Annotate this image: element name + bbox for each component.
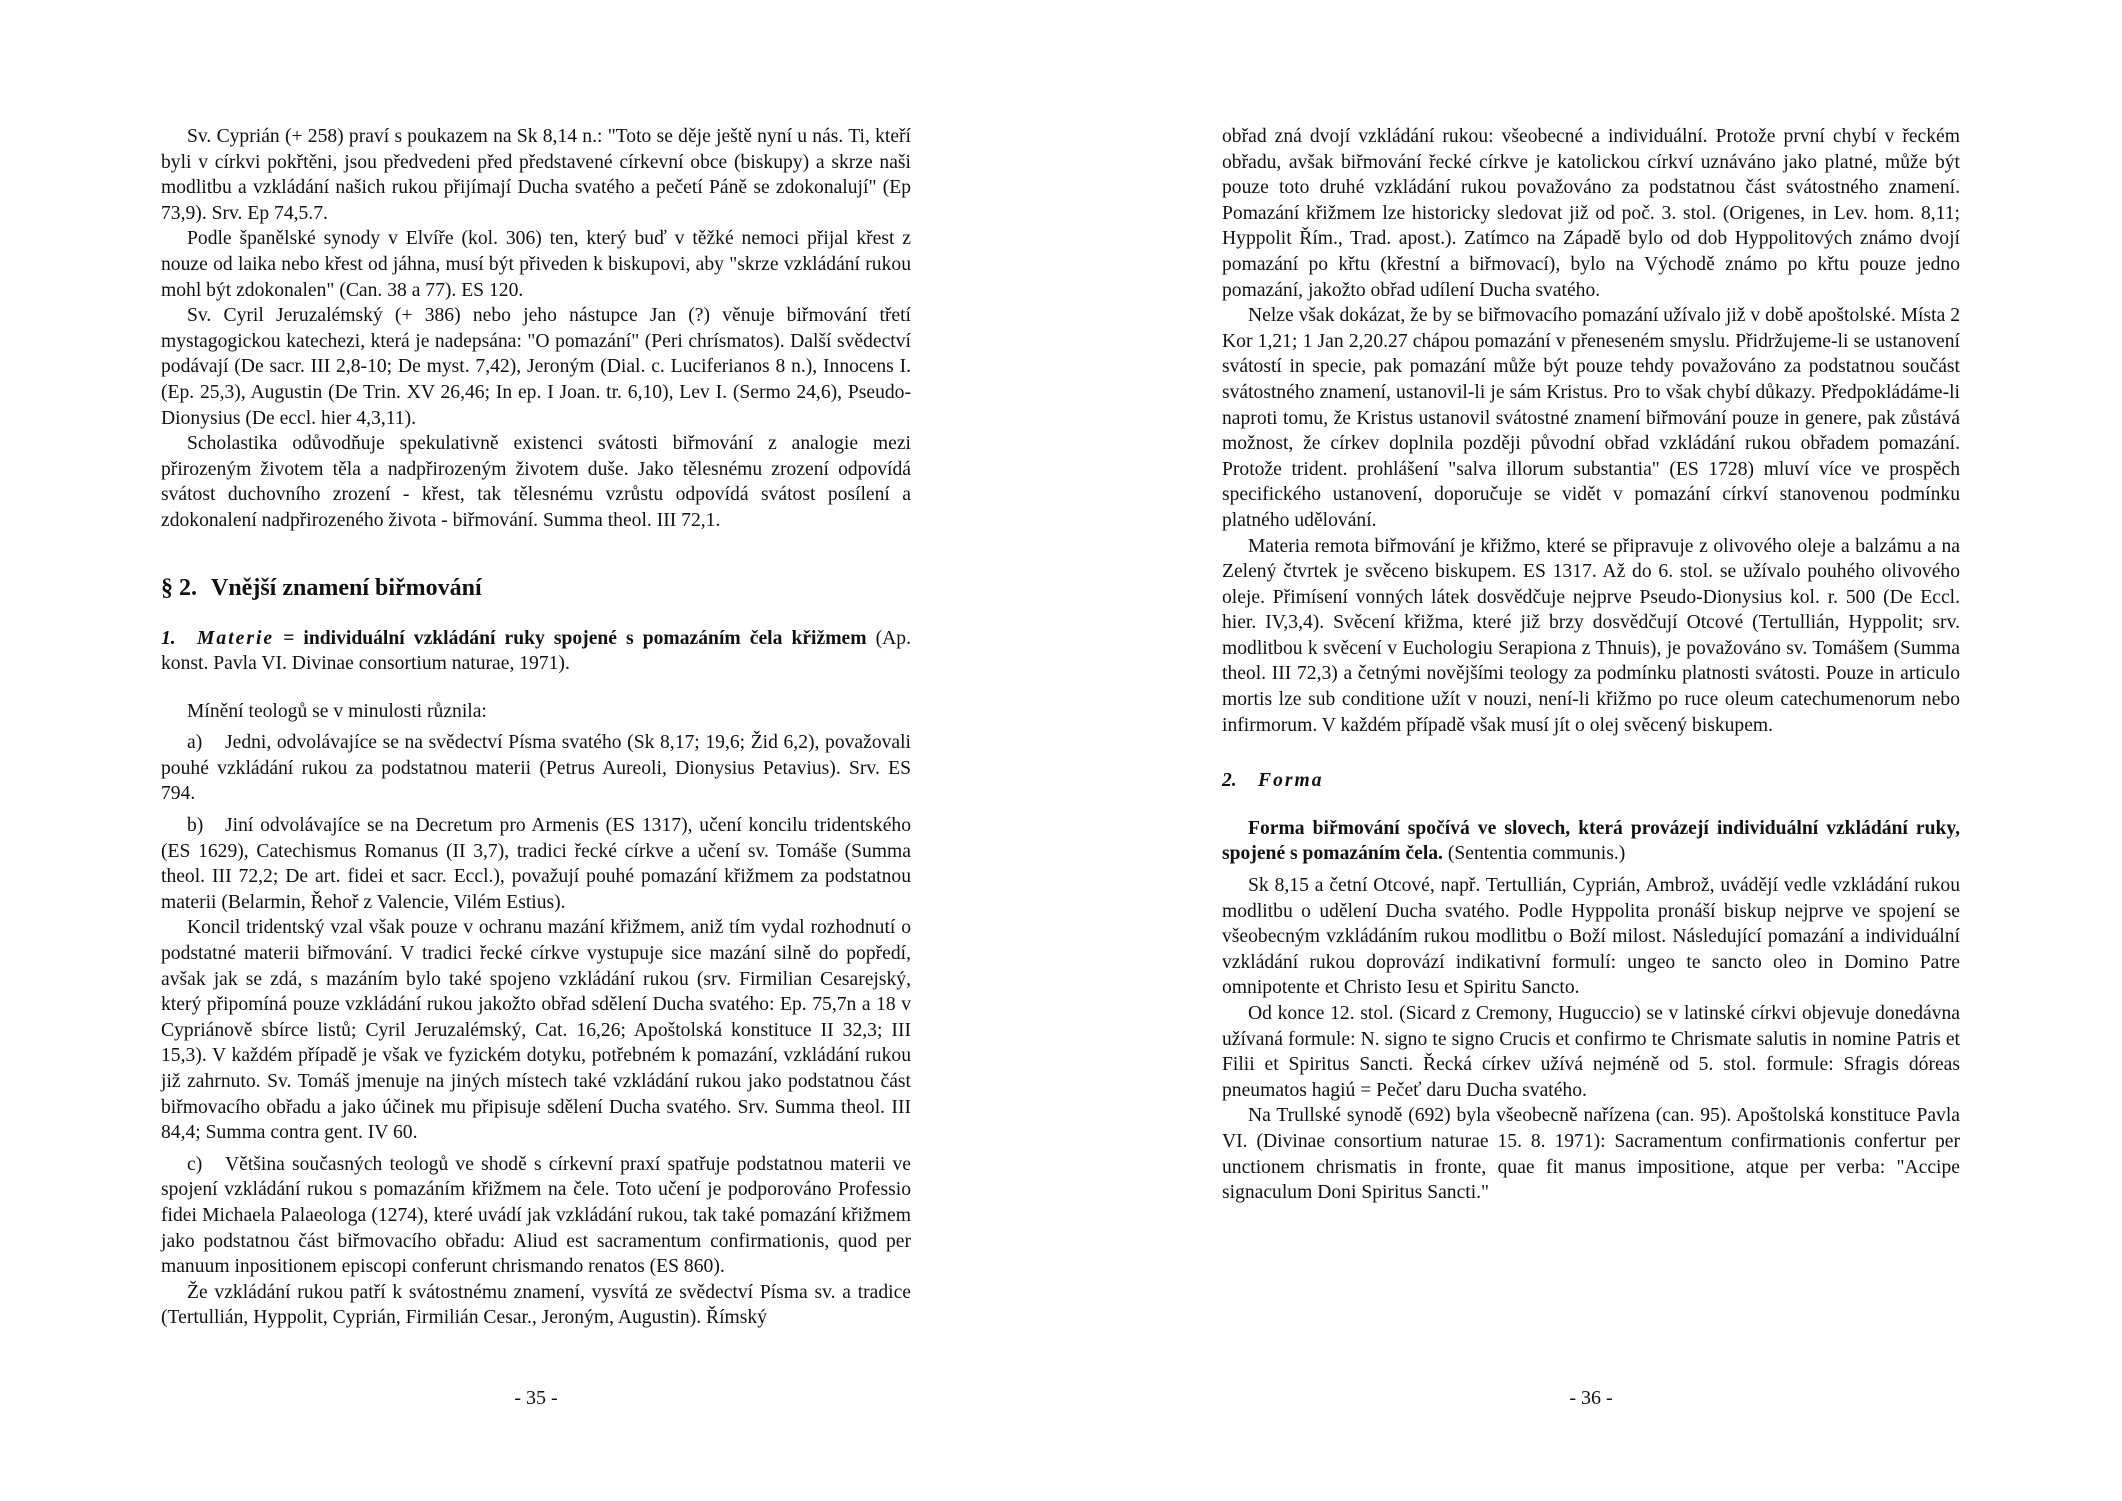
subsection-materie [161, 626, 911, 677]
subsection-forma [1222, 768, 1960, 794]
thesis-statement: Forma biřmování spočívá ve slovech, která provázejí individuální vzkládání ruky, spojené s pomazáním čela. [1222, 817, 1960, 865]
section-number: § 2. [161, 574, 197, 601]
opinion-a-text: Jedni, odvolávajíce se na svědectví Písma svatého (Sk 8,17; 19,6; Žid 6,2), považovali pouhé vzkládání rukou za podstatnou materii (Petrus Aureoli, Dionysius Petavius). Srv. ES 794. [161, 732, 911, 805]
opinion-b-label: b) [187, 815, 204, 837]
subsection-title: Forma [1258, 770, 1324, 792]
subsection-number: 1. [161, 627, 176, 649]
opinion-b-continuation: Koncil tridentský vzal však pouze v ochranu mazání křižmem, aniž tím vydal rozhodnutí o podstatné materii biřmování. V tradici řecké církve vystupuje sice mazání silně do popředí, avšak jak se zdá, s mazáním bylo také spojeno vzkládání rukou (srv. Firmilian Cesarejský, který připomíná pouze vzkládání rukou jakožto obřad sdělení Ducha svatého: Ep. 75,7n a 18 v Cypriánově sbírce listů; Cyril Jeruzalémský, Cat. 16,26; Apoštolská konstituce II 32,3; III 15,3). V každém případě je však ve fyzickém dotyku, potřebném k pomazání, vzkládání rukou již zahrnuto. Sv. Tomáš jmenuje na jiných místech také vzkládání rukou jako podstatnou část biřmovacího obřadu a jako účinek mu připisuje sdělení Ducha svatého. Srv. Summa theol. III 84,4; Summa contra gent. IV 60. [161, 917, 911, 1144]
opinion-a [161, 730, 911, 807]
subsection-number: 2. [1222, 770, 1237, 792]
section-heading [161, 572, 911, 604]
opinions-intro: Mínění teologů se v minulosti různila: [187, 700, 487, 722]
page-number: - 36 - [1569, 1387, 1613, 1409]
thesis-note: (Sententia communis.) [1447, 843, 1626, 865]
opinion-c-text: Většina současných teologů ve shodě s církevní praxí spatřuje podstatnou materii ve spojení vzkládání rukou s pomazáním křižmem na čele. Toto učení je podporováno Professio fidei Michaela Palaeologa (1274), které uvádí jak vzkládání rukou, tak také pomazání křižmem jako podstatnou část biřmovacího obřadu: Aliud est sacramentum confirmationis, quod per manuum inpositionem episcopi conferunt chrismando renatos (ES 860). [161, 1153, 911, 1278]
paragraph-continuation: obřad zná dvojí vzkládání rukou: všeobecné a individuální. Protože první chybí v řeckém obřadu, avšak biřmování řecké církve je katolickou církví uznáváno jako platné, může být pouze toto druhé vzkládání rukou považováno za podstatnou část svátostného znamení. Pomazání křižmem lze historicky sledovat již od poč. 3. stol. (Origenes, in Lev. hom. 8,11; Hyppolit Řím., Trad. apost.). Zatímco na Západě bylo od dob Hyppolitových známo dvojí pomazání po křtu (křestní a biřmovací), bylo na Východě známo po křtu pouze jedno pomazání, jakožto obřad udílení Ducha svatého. [1222, 126, 1960, 301]
section-title: Vnější znamení biřmování [211, 574, 482, 601]
paragraph-closing: Že vzkládání rukou patří k svátostnému znamení, vysvítá ze svědectví Písma sv. a tradice (Tertullián, Hyppolit, Cyprián, Firmilián Cesar., Jeroným, Augustin). Římský [161, 1281, 911, 1329]
opinion-c [161, 1152, 911, 1280]
opinion-a-label: a) [187, 732, 203, 754]
paragraph-cyril: Sv. Cyril Jeruzalémský (+ 386) nebo jeho nástupce Jan (?) věnuje biřmování třetí mystagogickou katechezi, která je nadepsána: "O pomazání" (Peri chrísmatos). Další svědectví podávají (De sacr. III 2,8-10; De myst. 7,42), Jeroným (Dial. c. Luciferianos 8 n.), Innocens I. (Ep. 25,3), Augustin (De Trin. XV 26,46; In ep. I Joan. tr. 6,10), Lev I. (Sermo 24,6), Pseudo-Dionysius (De eccl. hier 4,3,11). [161, 305, 911, 429]
opinion-b [161, 813, 911, 915]
forma-thesis [1222, 816, 1960, 867]
paragraph-trullan-synod: Na Trullské synodě (692) byla všeobecně nařízena (can. 95). Apoštolská konstituce Pavla VI. (Divinae consortium naturae 15. 8. 1971): Sacramentum confirmationis confertur per unctionem chrismatis in fronte, quae fit manus impositione, atque per verba: "Accipe signaculum Doni Spiritus Sancti." [1222, 1105, 1960, 1204]
subsection-title: Materie [197, 627, 275, 649]
subsection-definition: = individuální vzkládání ruky spojené s pomazáním čela křižmem [283, 627, 867, 649]
paragraph-fathers: Sk 8,15 a četní Otcové, např. Tertullián, Cyprián, Ambrož, uvádějí vedle vzkládání rukou modlitbu o udělení Ducha svatého. Podle Hyppolita pronáší biskup nejprve ve spojení se všeobecným vzkládáním rukou modlitbu o Boží milost. Následující pomazání a individuální vzkládání rukou doprovází indikativní formulí: ungeo te sancto oleo in Domino Patre omnipotente et Christo Iesu et Spiritu Sancto. [1222, 875, 1960, 999]
page-number: - 35 - [514, 1387, 558, 1409]
right-text-column [1222, 124, 1960, 1206]
paragraph-apostolic-time: Nelze však dokázat, že by se biřmovacího pomazání užívalo již v době apoštolské. Místa 2 Kor 1,21; 1 Jan 2,20.27 chápou pomazání v přeneseném smyslu. Přidržujeme-li se ustanovení svátostí in specie, pak pomazání může být pouze tehdy považováno za podstatnou součást svátostného znamení, ustanovil-li je sám Kristus. Pro to však chybí důkazy. Předpokládáme-li naproti tomu, že Kristus ustanovil svátostné znamení biřmování pouze in genere, pak zůstává možnost, že církev doplnila později původní obřad vzkládání rukou obřadem pomazání. Protože trident. prohlášení "salva illorum substantia" (ES 1728) mluví více ve prospěch specifického ustanovení, doporučuje se vidět v pomazání církví stanovenou podmínku platného udělování. [1222, 305, 1960, 531]
opinion-b-text: Jiní odvolávajíce se na Decretum pro Armenis (ES 1317), učení koncilu tridentského (ES 1629), Catechismus Romanus (II 3,7), tradici řecké církve a učení sv. Tomáše (Summa theol. III 72,2; De art. fidei et sacr. Eccl.), považují pouhé pomazání křižmem za podstatnou materii (Belarmin, Řehoř z Valencie, Vilém Estius). [161, 815, 911, 913]
paragraph-materia-remota: Materia remota biřmování je křižmo, které se připravuje z olivového oleje a balzámu a na Zelený čtvrtek je svěceno biskupem. ES 1317. Až do 6. stol. se užívalo pouhého olivového oleje. Přimísení vonných látek dosvědčuje nejprve Pseudo-Dionysius kol. r. 500 (De Eccl. hier. IV,3,4). Svěcení křižma, které již brzy dosvědčují Otcové (Tertullián, Hyppolit; srv. modlitbou k svěcení v Euchologiu Serapiona z Thnuis), je považováno sv. Tomášem (Summa theol. III 72,3) a četnými novějšími teology za podmínku platnosti svátosti. Pouze in articulo mortis lze sub conditione užít v nouzi, není-li křižmo po ruce oleum catechumenorum nebo infirmorum. V každém případě však musí jít o olej svěcený biskupem. [1222, 535, 1960, 736]
paragraph-scholastics: Scholastika odůvodňuje spekulativně existenci svátosti biřmování z analogie mezi přirozeným životem těla a nadpřirozeným životem duše. Jako tělesnému zrození odpovídá svátost duchovního zrození - křest, tak tělesnému vzrůstu odpovídá svátost posílení a zdokonalení nadpřirozeného života - biřmování. Summa theol. III 72,1. [161, 433, 911, 531]
paragraph-cyprian: Sv. Cyprián (+ 258) praví s poukazem na Sk 8,14 n.: "Toto se děje ještě nyní u nás. Ti, kteří byli v církvi pokřtěni, jsou předvedeni před představené církevní obce (biskupy) a skrze naši modlitbu a vzkládání našich rukou přijímají Ducha svatého a pečetí Páně se zdokonalují" (Ep 73,9). Srv. Ep 74,5.7. [161, 126, 911, 224]
paragraph-elvira-synod: Podle španělské synody v Elvíře (kol. 306) ten, který buď v těžké nemoci přijal křest z nouze od laika nebo křest od jáhna, musí být přiveden k biskupovi, aby "skrze vzkládání rukou mohl být zdokonalen" (Can. 38 a 77). ES 120. [161, 228, 911, 301]
page-36 [1061, 0, 2122, 1501]
paragraph-12th-century: Od konce 12. stol. (Sicard z Cremony, Huguccio) se v latinské církvi objevuje donedávna užívaná formule: N. signo te signo Crucis et confirmo te Chrismate salutis in nomine Patris et Filii et Spiritus Sancti. Řecká církev užívá nejméně od 5. stol. formule: Sfragis dóreas pneumatos hagiú = Pečeť daru Ducha svatého. [1222, 1003, 1960, 1101]
subsection-source: (Ap. konst. Pavla VI. Divinae consortium naturae, 1971). [161, 627, 911, 675]
left-text-column [161, 124, 911, 1331]
opinion-c-label: c) [187, 1153, 203, 1175]
